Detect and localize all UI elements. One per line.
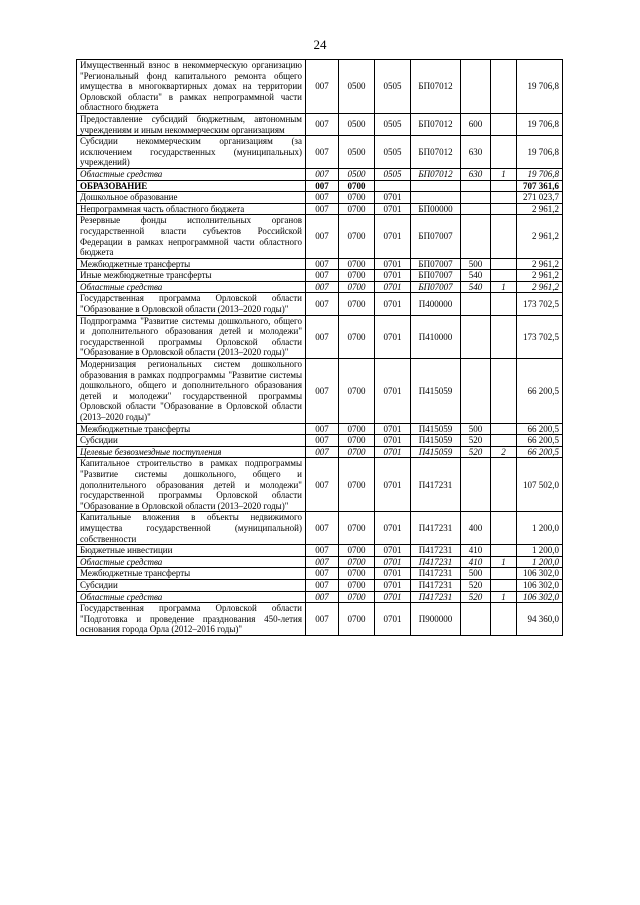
table-row — [77, 512, 563, 545]
cell-target-code: П417231 — [411, 556, 461, 568]
cell-amount: 707 361,6 — [517, 180, 563, 192]
cell-source-code: 1 — [491, 556, 517, 568]
cell-source-code — [491, 293, 517, 315]
table-row — [77, 258, 563, 270]
cell-subsection-code: 0701 — [375, 591, 411, 603]
cell-section-code: 0700 — [339, 293, 375, 315]
cell-expense-type-code: 520 — [461, 435, 491, 447]
cell-ministry-code: 007 — [306, 60, 339, 114]
cell-section-code: 0700 — [339, 545, 375, 557]
cell-subsection-code: 0701 — [375, 315, 411, 358]
cell-target-code: П410000 — [411, 315, 461, 358]
cell-section-code: 0700 — [339, 215, 375, 258]
cell-section-code: 0700 — [339, 591, 375, 603]
cell-name: ОБРАЗОВАНИЕ — [77, 180, 306, 192]
cell-section-code: 0700 — [339, 556, 375, 568]
cell-expense-type-code: 520 — [461, 446, 491, 458]
cell-ministry-code: 007 — [306, 603, 339, 636]
cell-amount: 2 961,2 — [517, 215, 563, 258]
cell-target-code: П415059 — [411, 423, 461, 435]
cell-expense-type-code: 400 — [461, 512, 491, 545]
table-row — [77, 215, 563, 258]
cell-expense-type-code — [461, 603, 491, 636]
cell-expense-type-code — [461, 315, 491, 358]
table-row — [77, 435, 563, 447]
cell-name: Областные средства — [77, 168, 306, 180]
cell-expense-type-code — [461, 215, 491, 258]
cell-section-code: 0700 — [339, 258, 375, 270]
cell-ministry-code: 007 — [306, 545, 339, 557]
cell-section-code: 0700 — [339, 359, 375, 424]
table-row — [77, 556, 563, 568]
cell-expense-type-code: 500 — [461, 568, 491, 580]
table-row — [77, 293, 563, 315]
table-body — [77, 60, 563, 636]
cell-expense-type-code — [461, 192, 491, 204]
cell-name: Резервные фонды исполнительных органов государственной власти субъектов Российской Федерации в рамках непрограммной части областного бюджета — [77, 215, 306, 258]
table-row — [77, 203, 563, 215]
cell-source-code — [491, 258, 517, 270]
cell-source-code — [491, 215, 517, 258]
cell-target-code: П417231 — [411, 591, 461, 603]
cell-source-code — [491, 579, 517, 591]
cell-subsection-code: 0701 — [375, 215, 411, 258]
cell-section-code: 0700 — [339, 315, 375, 358]
cell-source-code — [491, 512, 517, 545]
cell-section-code: 0700 — [339, 458, 375, 512]
cell-subsection-code: 0701 — [375, 556, 411, 568]
cell-subsection-code: 0701 — [375, 270, 411, 282]
cell-subsection-code: 0701 — [375, 203, 411, 215]
cell-ministry-code: 007 — [306, 281, 339, 293]
cell-target-code: БП07012 — [411, 113, 461, 135]
cell-amount: 173 702,5 — [517, 293, 563, 315]
cell-subsection-code: 0701 — [375, 446, 411, 458]
cell-ministry-code: 007 — [306, 315, 339, 358]
cell-ministry-code: 007 — [306, 180, 339, 192]
cell-amount: 173 702,5 — [517, 315, 563, 358]
cell-section-code: 0500 — [339, 168, 375, 180]
cell-ministry-code: 007 — [306, 136, 339, 169]
cell-amount: 19 706,8 — [517, 136, 563, 169]
cell-expense-type-code: 630 — [461, 168, 491, 180]
cell-expense-type-code: 410 — [461, 545, 491, 557]
cell-name: Капитальные вложения в объекты недвижимого имущества государственной (муниципальной) собственности — [77, 512, 306, 545]
cell-expense-type-code — [461, 359, 491, 424]
cell-name: Модернизация региональных систем дошкольного образования в рамках подпрограммы "Развитие системы дошкольного, общего и дополнительного образования детей и молодежи" государственной программы Орловской области "Образование в Орловской области (2013–2020 годы)" — [77, 359, 306, 424]
cell-name: Межбюджетные трансферты — [77, 258, 306, 270]
cell-ministry-code: 007 — [306, 568, 339, 580]
cell-subsection-code: 0505 — [375, 136, 411, 169]
cell-expense-type-code — [461, 293, 491, 315]
cell-source-code — [491, 603, 517, 636]
cell-amount: 66 200,5 — [517, 423, 563, 435]
cell-source-code: 1 — [491, 281, 517, 293]
cell-target-code: П417231 — [411, 458, 461, 512]
cell-amount: 1 200,0 — [517, 545, 563, 557]
cell-subsection-code: 0701 — [375, 568, 411, 580]
cell-source-code: 1 — [491, 591, 517, 603]
cell-expense-type-code: 410 — [461, 556, 491, 568]
cell-source-code — [491, 359, 517, 424]
cell-target-code — [411, 180, 461, 192]
cell-subsection-code: 0701 — [375, 435, 411, 447]
cell-ministry-code: 007 — [306, 215, 339, 258]
cell-target-code: П900000 — [411, 603, 461, 636]
cell-amount: 106 302,0 — [517, 591, 563, 603]
cell-name: Государственная программа Орловской области "Подготовка и проведение празднования 450-летия основания города Орла (2012–2016 годы)" — [77, 603, 306, 636]
cell-name: Дошкольное образование — [77, 192, 306, 204]
cell-section-code: 0700 — [339, 579, 375, 591]
cell-target-code: П415059 — [411, 446, 461, 458]
cell-source-code — [491, 113, 517, 135]
cell-amount: 19 706,8 — [517, 168, 563, 180]
cell-section-code: 0700 — [339, 446, 375, 458]
cell-target-code: П417231 — [411, 545, 461, 557]
table-row — [77, 168, 563, 180]
cell-target-code: БП07012 — [411, 136, 461, 169]
cell-name: Бюджетные инвестиции — [77, 545, 306, 557]
cell-amount: 19 706,8 — [517, 113, 563, 135]
cell-section-code: 0700 — [339, 603, 375, 636]
cell-amount: 66 200,5 — [517, 359, 563, 424]
cell-expense-type-code: 500 — [461, 423, 491, 435]
cell-name: Капитальное строительство в рамках подпрограммы "Развитие системы дошкольного, общего и дополнительного образования детей и молодежи" государственной программы Орловской области "Образование в Орловской области (2013–2020 годы)" — [77, 458, 306, 512]
cell-target-code: БП07007 — [411, 270, 461, 282]
cell-ministry-code: 007 — [306, 168, 339, 180]
cell-source-code: 2 — [491, 446, 517, 458]
cell-expense-type-code: 600 — [461, 113, 491, 135]
cell-expense-type-code — [461, 180, 491, 192]
cell-expense-type-code: 630 — [461, 136, 491, 169]
cell-subsection-code: 0701 — [375, 603, 411, 636]
cell-section-code: 0700 — [339, 568, 375, 580]
cell-amount: 2 961,2 — [517, 270, 563, 282]
cell-name: Иные межбюджетные трансферты — [77, 270, 306, 282]
cell-source-code — [491, 192, 517, 204]
table-row — [77, 359, 563, 424]
cell-ministry-code: 007 — [306, 591, 339, 603]
cell-ministry-code: 007 — [306, 446, 339, 458]
cell-source-code — [491, 545, 517, 557]
cell-expense-type-code: 500 — [461, 258, 491, 270]
cell-amount: 2 961,2 — [517, 203, 563, 215]
table-row — [77, 423, 563, 435]
cell-name: Целевые безвозмездные поступления — [77, 446, 306, 458]
table-row — [77, 281, 563, 293]
table-row — [77, 136, 563, 169]
cell-section-code: 0700 — [339, 270, 375, 282]
cell-source-code — [491, 180, 517, 192]
cell-source-code — [491, 60, 517, 114]
cell-target-code: П417231 — [411, 512, 461, 545]
cell-ministry-code: 007 — [306, 359, 339, 424]
table-row — [77, 446, 563, 458]
cell-amount: 106 302,0 — [517, 579, 563, 591]
cell-amount: 106 302,0 — [517, 568, 563, 580]
cell-ministry-code: 007 — [306, 556, 339, 568]
table-row — [77, 603, 563, 636]
cell-subsection-code: 0701 — [375, 579, 411, 591]
cell-amount: 66 200,5 — [517, 435, 563, 447]
cell-source-code — [491, 136, 517, 169]
cell-section-code: 0700 — [339, 512, 375, 545]
cell-source-code — [491, 203, 517, 215]
table-row — [77, 568, 563, 580]
cell-target-code: П415059 — [411, 359, 461, 424]
cell-target-code: БП07007 — [411, 258, 461, 270]
cell-name: Государственная программа Орловской области "Образование в Орловской области (2013–2020 годы)" — [77, 293, 306, 315]
cell-subsection-code: 0505 — [375, 113, 411, 135]
cell-section-code: 0700 — [339, 423, 375, 435]
cell-subsection-code: 0701 — [375, 423, 411, 435]
cell-name: Областные средства — [77, 556, 306, 568]
cell-source-code — [491, 270, 517, 282]
cell-expense-type-code: 520 — [461, 591, 491, 603]
cell-source-code — [491, 435, 517, 447]
cell-ministry-code: 007 — [306, 192, 339, 204]
table-row — [77, 315, 563, 358]
cell-section-code: 0700 — [339, 180, 375, 192]
cell-source-code — [491, 458, 517, 512]
cell-section-code: 0700 — [339, 192, 375, 204]
cell-subsection-code: 0701 — [375, 258, 411, 270]
cell-ministry-code: 007 — [306, 113, 339, 135]
cell-section-code: 0500 — [339, 60, 375, 114]
cell-amount: 2 961,2 — [517, 281, 563, 293]
cell-amount: 107 502,0 — [517, 458, 563, 512]
cell-name: Областные средства — [77, 281, 306, 293]
cell-section-code: 0500 — [339, 113, 375, 135]
table-row — [77, 545, 563, 557]
cell-name: Имущественный взнос в некоммерческую организацию "Региональный фонд капитального ремонта общего имущества в многоквартирных домах на территории Орловской области" в рамках непрограммной части областного бюджета — [77, 60, 306, 114]
table-row — [77, 458, 563, 512]
cell-subsection-code: 0505 — [375, 60, 411, 114]
cell-ministry-code: 007 — [306, 270, 339, 282]
cell-subsection-code: 0701 — [375, 359, 411, 424]
cell-name: Непрограммная часть областного бюджета — [77, 203, 306, 215]
cell-subsection-code: 0701 — [375, 293, 411, 315]
cell-section-code: 0500 — [339, 136, 375, 169]
cell-amount: 1 200,0 — [517, 556, 563, 568]
cell-source-code — [491, 423, 517, 435]
cell-target-code — [411, 192, 461, 204]
cell-expense-type-code — [461, 203, 491, 215]
cell-target-code: П400000 — [411, 293, 461, 315]
table-row — [77, 113, 563, 135]
cell-name: Предоставление субсидий бюджетным, автономным учреждениям и иным некоммерческим организациям — [77, 113, 306, 135]
cell-subsection-code: 0701 — [375, 458, 411, 512]
cell-amount: 19 706,8 — [517, 60, 563, 114]
cell-expense-type-code: 520 — [461, 579, 491, 591]
cell-ministry-code: 007 — [306, 203, 339, 215]
cell-section-code: 0700 — [339, 435, 375, 447]
cell-target-code: БП00000 — [411, 203, 461, 215]
cell-expense-type-code — [461, 60, 491, 114]
table-row — [77, 591, 563, 603]
cell-ministry-code: 007 — [306, 293, 339, 315]
budget-table — [76, 59, 563, 636]
cell-subsection-code: 0505 — [375, 168, 411, 180]
cell-amount: 2 961,2 — [517, 258, 563, 270]
cell-amount: 271 023,7 — [517, 192, 563, 204]
table-row — [77, 192, 563, 204]
cell-expense-type-code: 540 — [461, 270, 491, 282]
cell-name: Субсидии — [77, 579, 306, 591]
cell-amount: 94 360,0 — [517, 603, 563, 636]
cell-subsection-code — [375, 180, 411, 192]
cell-name: Областные средства — [77, 591, 306, 603]
cell-ministry-code: 007 — [306, 512, 339, 545]
cell-section-code: 0700 — [339, 203, 375, 215]
cell-ministry-code: 007 — [306, 258, 339, 270]
cell-source-code — [491, 315, 517, 358]
cell-target-code: П417231 — [411, 568, 461, 580]
table-row — [77, 180, 563, 192]
cell-source-code — [491, 568, 517, 580]
cell-subsection-code: 0701 — [375, 545, 411, 557]
cell-amount: 1 200,0 — [517, 512, 563, 545]
cell-ministry-code: 007 — [306, 458, 339, 512]
cell-name: Субсидии некоммерческим организациям (за исключением государственных (муниципальных) учреждений) — [77, 136, 306, 169]
cell-target-code: БП07007 — [411, 215, 461, 258]
table-row — [77, 270, 563, 282]
table-row — [77, 579, 563, 591]
cell-name: Межбюджетные трансферты — [77, 423, 306, 435]
cell-name: Подпрограмма "Развитие системы дошкольного, общего и дополнительного образования детей и молодежи" государственной программы Орловской области "Образование в Орловской области (2013–2020 годы)" — [77, 315, 306, 358]
cell-target-code: БП07012 — [411, 168, 461, 180]
cell-section-code: 0700 — [339, 281, 375, 293]
cell-source-code: 1 — [491, 168, 517, 180]
cell-target-code: БП07007 — [411, 281, 461, 293]
cell-name: Межбюджетные трансферты — [77, 568, 306, 580]
cell-subsection-code: 0701 — [375, 512, 411, 545]
cell-name: Субсидии — [77, 435, 306, 447]
cell-expense-type-code: 540 — [461, 281, 491, 293]
cell-target-code: П417231 — [411, 579, 461, 591]
cell-amount: 66 200,5 — [517, 446, 563, 458]
cell-expense-type-code — [461, 458, 491, 512]
page-number: 24 — [313, 37, 327, 52]
cell-ministry-code: 007 — [306, 423, 339, 435]
cell-subsection-code: 0701 — [375, 281, 411, 293]
cell-ministry-code: 007 — [306, 435, 339, 447]
cell-ministry-code: 007 — [306, 579, 339, 591]
table-row — [77, 60, 563, 114]
cell-subsection-code: 0701 — [375, 192, 411, 204]
cell-target-code: П415059 — [411, 435, 461, 447]
cell-target-code: БП07012 — [411, 60, 461, 114]
